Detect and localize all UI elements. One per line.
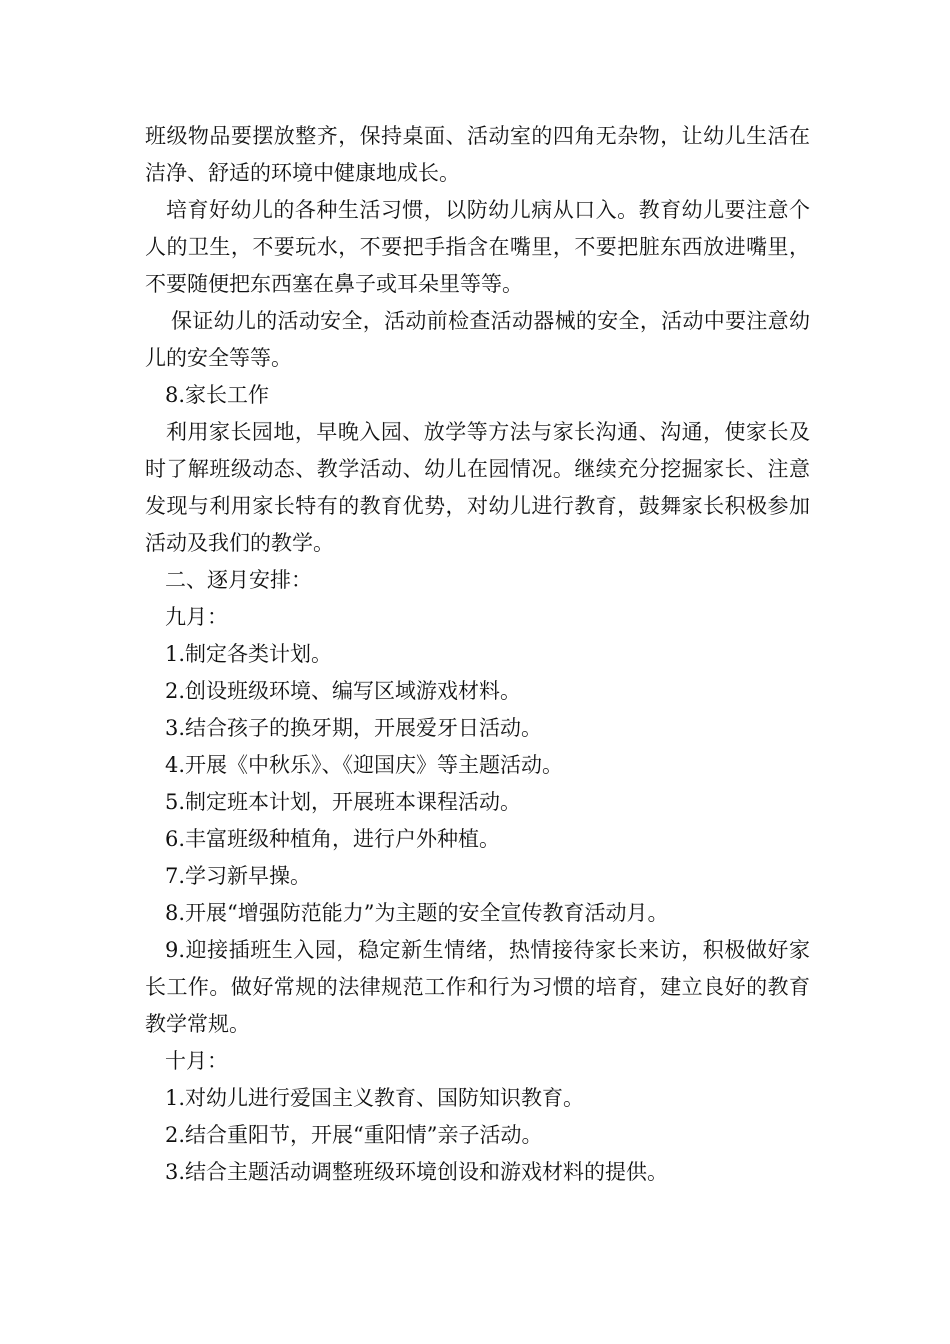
document-body (145, 118, 810, 1191)
heading-october: 十月： (165, 1049, 228, 1073)
heading-monthly-schedule: 二、逐月安排： (165, 568, 312, 592)
paragraph-parent-communication: 利用家长园地，早晚入园、放学等方法与家长沟通、沟通，使家长及时了解班级动态、教学活动、幼儿在园情况。继续充分挖掘家长、注意发现与利用家长特有的教育优势，对幼儿进行教育，鼓舞家长积极参加活动及我们的教学。 (145, 420, 810, 555)
paragraph-classroom-tidiness: 班级物品要摆放整齐，保持桌面、活动室的四角无杂物，让幼儿生活在洁净、舒适的环境中健康地成长。 (145, 124, 810, 185)
september-item: 9.迎接插班生入园，稳定新生情绪，热情接待家长来访，积极做好家长工作。做好常规的法律规范工作和行为习惯的培育，建立良好的教育教学常规。 (145, 938, 810, 1036)
paragraph-activity-safety: 保证幼儿的活动安全，活动前检查活动器械的安全，活动中要注意幼儿的安全等等。 (145, 309, 810, 370)
october-item: 2.结合重阳节，开展“重阳情”亲子活动。 (165, 1123, 543, 1147)
september-item: 1.制定各类计划。 (165, 642, 333, 666)
september-item: 2.创设班级环境、编写区域游戏材料。 (165, 679, 522, 703)
paragraph-living-habits: 培育好幼儿的各种生活习惯，以防幼儿病从口入。教育幼儿要注意个人的卫生，不要玩水，不要把手指含在嘴里，不要把脏东西放进嘴里，不要随便把东西塞在鼻子或耳朵里等等。 (145, 198, 810, 296)
heading-parent-work: 8.家长工作 (165, 383, 270, 407)
october-item: 1.对幼儿进行爱国主义教育、国防知识教育。 (165, 1086, 585, 1110)
heading-september: 九月： (165, 605, 228, 629)
september-item: 8.开展“增强防范能力”为主题的安全宣传教育活动月。 (165, 901, 669, 925)
october-item: 3.结合主题活动调整班级环境创设和游戏材料的提供。 (165, 1160, 669, 1184)
september-item: 6.丰富班级种植角，进行户外种植。 (165, 827, 501, 851)
september-item: 7.学习新早操。 (165, 864, 312, 888)
september-item: 3.结合孩子的换牙期，开展爱牙日活动。 (165, 716, 543, 740)
september-item: 4.开展《中秋乐》、《迎国庆》等主题活动。 (165, 753, 564, 777)
september-item: 5.制定班本计划，开展班本课程活动。 (165, 790, 522, 814)
